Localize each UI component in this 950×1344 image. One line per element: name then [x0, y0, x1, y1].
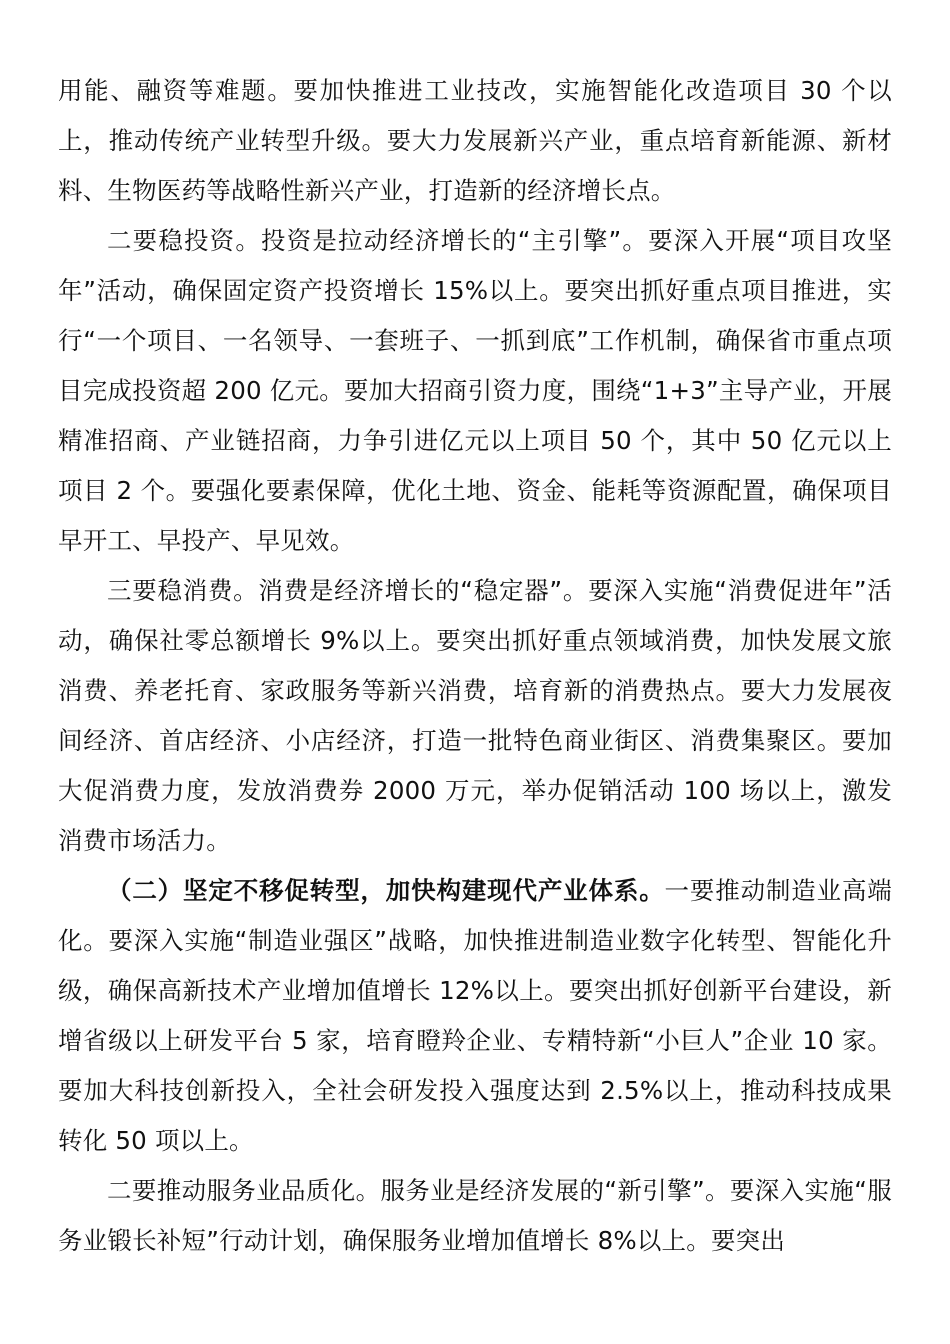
paragraph-stabilize-investment: 二要稳投资。投资是拉动经济增长的“主引擎”。要深入开展“项目攻坚年”活动，确保固定资产投资增长 15%以上。要突出抓好重点项目推进，实行“一个项目、一名领导、一套班子、一抓到底”工作机制，确保省市重点项目完成投资超 200 亿元。要加大招商引资力度，围绕“1+3”主导产业，开展精准招商、产业链招商，力争引进亿元以上项目 50 个，其中 50 亿元以上项目 2 个。要强化要素保障，优化土地、资金、能耗等资源配置，确保项目早开工、早投产、早见效。 [58, 226, 892, 555]
paragraph-service-industry: 二要推动服务业品质化。服务业是经济发展的“新引擎”。要深入实施“服务业锻长补短”行动计划，确保服务业增加值增长 8%以上。要突出 [58, 1176, 892, 1255]
paragraph-transformation [58, 866, 892, 1166]
section-heading-transformation: （二）坚定不移促转型，加快构建现代产业体系。 [107, 876, 665, 905]
paragraph-transformation-body: 一要推动制造业高端化。要深入实施“制造业强区”战略，加快推进制造业数字化转型、智能化升级，确保高新技术产业增加值增长 12%以上。要突出抓好创新平台建设，新增省级以上研发平台 5 家，培育瞪羚企业、专精特新“小巨人”企业 10 家。要加大科技创新投入，全社会研发投入强度达到 2.5%以上，推动科技成果转化 50 项以上。 [58, 876, 892, 1155]
paragraph-industry-continuation: 用能、融资等难题。要加快推进工业技改，实施智能化改造项目 30 个以上，推动传统产业转型升级。要大力发展新兴产业，重点培育新能源、新材料、生物医药等战略性新兴产业，打造新的经济增长点。 [58, 76, 892, 205]
paragraph-stabilize-consumption: 三要稳消费。消费是经济增长的“稳定器”。要深入实施“消费促进年”活动，确保社零总额增长 9%以上。要突出抓好重点领域消费，加快发展文旅消费、养老托育、家政服务等新兴消费，培育新的消费热点。要大力发展夜间经济、首店经济、小店经济，打造一批特色商业街区、消费集聚区。要加大促消费力度，发放消费券 2000 万元，举办促销活动 100 场以上，激发消费市场活力。 [58, 576, 892, 855]
